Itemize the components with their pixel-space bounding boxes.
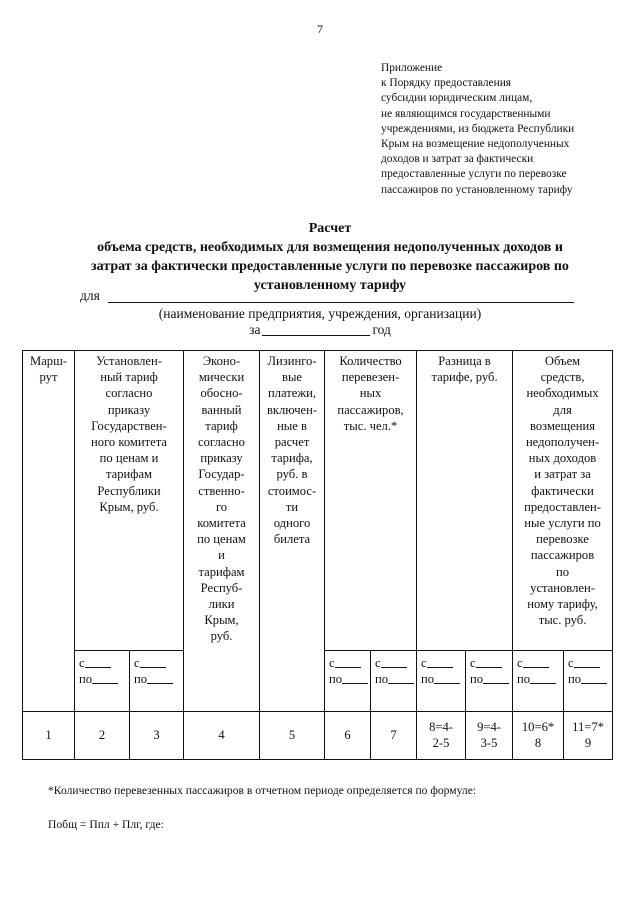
appendix-line: предоставленные услуги по перевозке — [381, 168, 567, 181]
cell-text: Марш- рут — [30, 354, 67, 385]
column-number — [371, 711, 417, 759]
cell-text: Разница в тарифе, руб. — [431, 354, 498, 385]
year-fill-line[interactable] — [262, 322, 370, 336]
title-line: объема средств, необходимых для возмещения недополученных доходов и — [97, 240, 563, 255]
header-established-tariff — [75, 351, 184, 651]
period-line — [0, 322, 640, 338]
column-number — [325, 711, 371, 759]
header-route — [23, 351, 75, 712]
cell-text: 10=6* 8 — [521, 720, 555, 751]
period-subcell[interactable]: с по — [417, 651, 466, 711]
cell-text: 2 — [98, 728, 106, 743]
appendix-line: учреждениями, из бюджета Республики — [381, 122, 575, 135]
appendix-line: к Порядку предоставления — [381, 77, 512, 90]
cell-text: Установлен- ный тариф согласно приказу Государствен- ного комитета по ценам и тарифам Республики Крым, руб. — [91, 354, 167, 514]
header-leasing — [260, 351, 325, 712]
cell-text: Количество перевезен- ных пассажиров, тыс. чел.* — [337, 354, 404, 433]
calculation-table — [22, 350, 613, 760]
cell-text: 1 — [45, 728, 52, 743]
cell-text: 4 — [218, 728, 225, 743]
header-economic-tariff — [184, 351, 260, 712]
column-number — [466, 711, 513, 759]
appendix-line: пассажиров по установленному тарифу — [381, 183, 573, 196]
period-prefix: за — [249, 322, 261, 337]
period-subcell[interactable]: с по — [75, 651, 130, 711]
column-number — [564, 711, 613, 759]
cell-text: 6 — [344, 728, 351, 743]
organization-fill-line[interactable] — [108, 302, 574, 303]
formula: Побщ = Ппл + Плг, где: — [48, 818, 164, 831]
header-tariff-difference — [417, 351, 513, 651]
document-title — [40, 219, 620, 295]
period-subcell[interactable]: с по — [466, 651, 513, 711]
column-number — [23, 711, 75, 759]
appendix-line: не являющимся государственными — [381, 107, 551, 120]
period-subcell[interactable]: с по — [325, 651, 371, 711]
cell-text: Объем средств, необходимых для возмещения недополучен- ных доходов и затрат за фактически предоставлен- ные услуги по перевозке пассажиров по установлен- ному тарифу, тыс. руб. — [524, 354, 601, 628]
organization-caption: (наименование предприятия, учреждения, организации) — [158, 306, 482, 321]
column-number — [184, 711, 260, 759]
cell-text: 9=4- 3-5 — [477, 720, 501, 751]
column-number — [417, 711, 466, 759]
appendix-line: Крым на возмещение недополученных — [381, 138, 570, 151]
column-number — [130, 711, 184, 759]
footnote: *Количество перевезенных пассажиров в отчетном периоде определяется по формуле: — [48, 784, 477, 797]
header-funds-volume — [513, 351, 613, 651]
column-number — [75, 711, 130, 759]
column-number — [513, 711, 564, 759]
appendix-block — [381, 61, 631, 198]
cell-text: 3 — [153, 728, 160, 743]
column-number — [260, 711, 325, 759]
period-subcell[interactable]: с по — [130, 651, 184, 711]
appendix-line: доходов и затрат за фактически — [381, 153, 534, 166]
cell-text: Лизинго- вые платежи, включен- ные в расчет тарифа, руб. в стоимос- ти одного билета — [266, 354, 318, 547]
cell-text: Эконо- мически обосно- ванный тариф согласно приказу Государ- ственно- го комитета по ценам и тарифам Респуб- лики Крым, руб. — [197, 354, 246, 644]
header-passengers — [325, 351, 417, 651]
title-line: установленному тарифу — [253, 278, 407, 293]
cell-text: 5 — [288, 728, 296, 743]
cell-text: 11=7* 9 — [572, 720, 604, 751]
for-label: для — [80, 288, 100, 303]
title-line: Расчет — [308, 221, 352, 236]
cell-text: 8=4- 2-5 — [429, 720, 453, 751]
title-line: затрат за фактически предоставленные услуги по перевозке пассажиров по — [91, 259, 569, 274]
cell-text: 7 — [390, 728, 397, 743]
page-number: 7 — [317, 22, 323, 36]
period-subcell[interactable]: с по — [513, 651, 564, 711]
period-subcell[interactable]: с по — [371, 651, 417, 711]
appendix-line: субсидии юридическим лицам, — [381, 92, 533, 105]
appendix-line: Приложение — [381, 62, 443, 74]
period-suffix: год — [372, 322, 391, 337]
period-subcell[interactable]: с по — [564, 651, 613, 711]
